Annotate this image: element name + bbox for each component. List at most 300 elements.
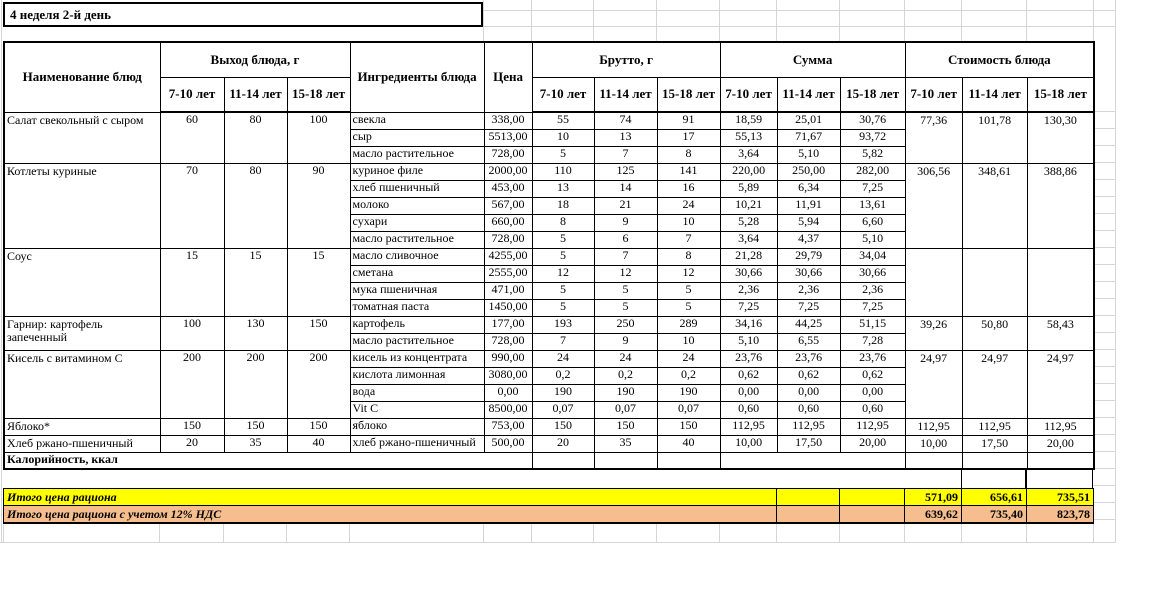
total-row [4, 489, 1094, 506]
gross-cell[interactable]: 6 [594, 231, 657, 248]
header-dish-name[interactable]: Наименование блюд [4, 42, 160, 112]
header-ingredients[interactable]: Ингредиенты блюда [350, 42, 484, 112]
gross-cell[interactable]: 5 [657, 299, 720, 316]
sum-cell[interactable]: 0,00 [840, 384, 905, 401]
sum-cell[interactable]: 0,62 [840, 367, 905, 384]
header-gross[interactable]: Брутто, г [532, 42, 720, 77]
total-label-cell[interactable]: Итого цена рациона с учетом 12% НДС [4, 506, 777, 523]
header-age-group[interactable]: 11-14 лет [777, 77, 840, 112]
sum-cell[interactable]: 5,82 [840, 146, 905, 163]
header-age-group[interactable]: 7-10 лет [532, 77, 594, 112]
dish-cost-cell[interactable]: 112,95 [1027, 418, 1094, 435]
sum-cell[interactable]: 23,76 [777, 350, 840, 367]
total-value-cell[interactable]: 735,51 [1027, 489, 1094, 506]
header-age-group[interactable]: 15-18 лет [657, 77, 720, 112]
sum-cell[interactable]: 0,60 [840, 401, 905, 418]
yield-cell[interactable]: 100 [287, 112, 350, 163]
sum-cell[interactable]: 7,28 [840, 333, 905, 350]
gridline [531, 523, 532, 542]
gridline [904, 523, 905, 542]
total-value-cell[interactable]: 656,61 [962, 489, 1027, 506]
yield-cell[interactable]: 35 [224, 435, 287, 452]
yield-cell[interactable]: 150 [160, 418, 224, 435]
gridline [1115, 0, 1116, 41]
sum-cell[interactable]: 10,21 [720, 197, 777, 214]
ingredient-name-cell[interactable]: свекла [350, 112, 484, 129]
sum-cell[interactable]: 23,76 [720, 350, 777, 367]
gross-cell[interactable]: 91 [657, 112, 720, 129]
header-age-group[interactable]: 15-18 лет [287, 77, 350, 112]
header-age-group[interactable]: 11-14 лет [594, 77, 657, 112]
price-cell[interactable]: 0,00 [484, 384, 532, 401]
gross-cell[interactable]: 13 [532, 180, 594, 197]
total-value-cell[interactable]: 639,62 [905, 506, 962, 523]
yield-cell[interactable]: 15 [287, 248, 350, 316]
ingredient-name-cell[interactable]: масло сливочное [350, 248, 484, 265]
gross-cell[interactable]: 10 [657, 333, 720, 350]
header-price[interactable]: Цена [484, 42, 532, 112]
empty-cell[interactable] [1027, 452, 1094, 469]
gross-cell[interactable]: 24 [657, 197, 720, 214]
price-cell[interactable]: 728,00 [484, 333, 532, 350]
gross-cell[interactable]: 5 [532, 299, 594, 316]
price-cell[interactable]: 471,00 [484, 282, 532, 299]
calories-label-cell[interactable]: Калорийность, ккал [4, 452, 532, 469]
sum-cell[interactable]: 7,25 [840, 299, 905, 316]
gridline [1093, 128, 1115, 129]
gross-cell[interactable]: 24 [594, 350, 657, 367]
gross-cell[interactable]: 0,07 [657, 401, 720, 418]
gross-cell[interactable]: 7 [532, 333, 594, 350]
gross-cell[interactable]: 18 [532, 197, 594, 214]
gross-cell[interactable]: 9 [594, 333, 657, 350]
gridline [1093, 468, 1115, 469]
dish-cost-cell[interactable]: 58,43 [1027, 316, 1094, 350]
price-cell[interactable]: 500,00 [484, 435, 532, 452]
sum-cell[interactable]: 0,60 [720, 401, 777, 418]
ingredient-name-cell[interactable]: кислота лимонная [350, 367, 484, 384]
yield-cell[interactable]: 200 [160, 350, 224, 418]
dish-cost-cell[interactable]: 130,30 [1027, 112, 1094, 163]
empty-cell[interactable] [777, 506, 840, 523]
calories-row [4, 452, 1094, 469]
gross-cell[interactable]: 12 [532, 265, 594, 282]
sum-cell[interactable]: 10,00 [720, 435, 777, 452]
gridline [1093, 523, 1094, 542]
dish-cost-cell[interactable]: 39,26 [905, 316, 962, 350]
sum-cell[interactable]: 112,95 [720, 418, 777, 435]
gridline [1093, 434, 1115, 435]
gross-cell[interactable]: 8 [657, 248, 720, 265]
dish-cost-cell[interactable]: 20,00 [1027, 435, 1094, 452]
dish-cost-cell[interactable] [1027, 248, 1094, 316]
yield-cell[interactable]: 80 [224, 163, 287, 248]
price-cell[interactable]: 2555,00 [484, 265, 532, 282]
price-cell[interactable]: 2000,00 [484, 163, 532, 180]
header-sum[interactable]: Сумма [720, 42, 905, 77]
sum-cell[interactable]: 23,76 [840, 350, 905, 367]
gridline [961, 0, 962, 41]
sum-cell[interactable]: 21,28 [720, 248, 777, 265]
gross-cell[interactable]: 12 [657, 265, 720, 282]
dish-cost-cell[interactable]: 24,97 [962, 350, 1027, 418]
sum-cell[interactable]: 71,67 [777, 129, 840, 146]
gridline [286, 523, 287, 542]
sum-cell[interactable]: 7,25 [777, 299, 840, 316]
ingredient-name-cell[interactable]: Vit C [350, 401, 484, 418]
sum-cell[interactable]: 0,00 [777, 384, 840, 401]
price-cell[interactable]: 728,00 [484, 231, 532, 248]
gridline [349, 523, 350, 542]
gridline [0, 542, 1116, 543]
gross-cell[interactable]: 8 [532, 214, 594, 231]
dish-cost-cell[interactable]: 306,56 [905, 163, 962, 248]
total-value-cell[interactable]: 823,78 [1027, 506, 1094, 523]
sum-cell[interactable]: 93,72 [840, 129, 905, 146]
total-value-cell[interactable]: 735,40 [962, 506, 1027, 523]
ingredient-name-cell[interactable]: вода [350, 384, 484, 401]
sum-cell[interactable]: 34,16 [720, 316, 777, 333]
gross-cell[interactable]: 190 [594, 384, 657, 401]
empty-cell[interactable] [840, 489, 905, 506]
price-cell[interactable]: 660,00 [484, 214, 532, 231]
empty-cell[interactable] [532, 452, 594, 469]
yield-cell[interactable]: 90 [287, 163, 350, 248]
sum-cell[interactable]: 7,25 [720, 299, 777, 316]
dish-cost-cell[interactable]: 112,95 [962, 418, 1027, 435]
gross-cell[interactable]: 5 [532, 231, 594, 248]
gridline [719, 0, 720, 41]
gross-cell[interactable]: 150 [657, 418, 720, 435]
yield-cell[interactable]: 60 [160, 112, 224, 163]
empty-cell[interactable] [720, 452, 905, 469]
gridline [1093, 332, 1115, 333]
gross-cell[interactable]: 24 [657, 350, 720, 367]
dish-name-cell[interactable]: Гарнир: картофель запеченный [4, 316, 160, 350]
header-age-group[interactable]: 7-10 лет [160, 77, 224, 112]
gridline [1026, 523, 1027, 542]
sum-cell[interactable]: 29,79 [777, 248, 840, 265]
yield-cell[interactable]: 100 [160, 316, 224, 350]
empty-cell[interactable] [905, 452, 962, 469]
gross-cell[interactable]: 40 [657, 435, 720, 452]
ingredient-name-cell[interactable]: мука пшеничная [350, 282, 484, 299]
gross-cell[interactable]: 13 [594, 129, 657, 146]
ingredient-name-cell[interactable]: томатная паста [350, 299, 484, 316]
ingredient-name-cell[interactable]: яблоко [350, 418, 484, 435]
gross-cell[interactable]: 24 [532, 350, 594, 367]
sum-cell[interactable]: 7,25 [840, 180, 905, 197]
sum-cell[interactable]: 5,10 [777, 146, 840, 163]
sum-cell[interactable]: 51,15 [840, 316, 905, 333]
total-label-cell[interactable]: Итого цена рациона [4, 489, 777, 506]
yield-cell[interactable]: 150 [287, 316, 350, 350]
gridline [656, 0, 657, 41]
empty-cell[interactable] [777, 489, 840, 506]
ingredient-name-cell[interactable]: хлеб пшеничный [350, 180, 484, 197]
yield-cell[interactable]: 70 [160, 163, 224, 248]
yield-cell[interactable]: 150 [224, 418, 287, 435]
gross-cell[interactable]: 7 [594, 146, 657, 163]
ingredient-name-cell[interactable]: кисель из концентрата [350, 350, 484, 367]
dish-cost-cell[interactable]: 348,61 [962, 163, 1027, 248]
gross-cell[interactable]: 0,2 [594, 367, 657, 384]
menu-table [3, 41, 1095, 470]
gridline [1093, 366, 1115, 367]
empty-cell[interactable] [962, 452, 1027, 469]
header-age-group[interactable]: 15-18 лет [1027, 77, 1094, 112]
gridline [1093, 315, 1115, 316]
empty-cell[interactable] [594, 452, 657, 469]
gross-cell[interactable]: 16 [657, 180, 720, 197]
dish-name-cell[interactable]: Кисель с витамином С [4, 350, 160, 418]
yield-cell[interactable]: 15 [224, 248, 287, 316]
yield-cell[interactable]: 150 [287, 418, 350, 435]
gross-cell[interactable]: 150 [532, 418, 594, 435]
ingredient-row [4, 435, 1094, 452]
sum-cell[interactable]: 4,37 [777, 231, 840, 248]
menu-table-body [4, 112, 1094, 469]
gridline [483, 26, 1115, 27]
empty-cell[interactable] [1026, 470, 1093, 488]
gross-cell[interactable]: 8 [657, 146, 720, 163]
gross-cell[interactable]: 289 [657, 316, 720, 333]
gross-cell[interactable]: 21 [594, 197, 657, 214]
gross-cell[interactable]: 20 [532, 435, 594, 452]
dish-cost-cell[interactable]: 17,50 [962, 435, 1027, 452]
ingredient-name-cell[interactable]: куриное филе [350, 163, 484, 180]
ingredient-name-cell[interactable]: сметана [350, 265, 484, 282]
sum-cell[interactable]: 2,36 [777, 282, 840, 299]
price-cell[interactable]: 4255,00 [484, 248, 532, 265]
dish-cost-cell[interactable]: 112,95 [905, 418, 962, 435]
sum-cell[interactable]: 5,89 [720, 180, 777, 197]
price-cell[interactable]: 728,00 [484, 146, 532, 163]
gridline [593, 523, 594, 542]
dish-name-cell[interactable]: Салат свекольный с сыром [4, 112, 160, 163]
sum-cell[interactable]: 3,64 [720, 231, 777, 248]
sum-cell[interactable]: 5,10 [720, 333, 777, 350]
dish-cost-cell[interactable]: 10,00 [905, 435, 962, 452]
sum-cell[interactable]: 44,25 [777, 316, 840, 333]
header-yield[interactable]: Выход блюда, г [160, 42, 350, 77]
dish-cost-cell[interactable]: 24,97 [1027, 350, 1094, 418]
gridline [961, 523, 962, 542]
sum-cell[interactable]: 30,76 [840, 112, 905, 129]
gross-cell[interactable]: 5 [594, 299, 657, 316]
gridline [1115, 0, 1116, 542]
gross-cell[interactable]: 5 [657, 282, 720, 299]
gross-cell[interactable]: 0,2 [657, 367, 720, 384]
gross-cell[interactable]: 55 [532, 112, 594, 129]
dish-name-cell[interactable]: Хлеб ржано-пшеничный [4, 435, 160, 452]
dish-cost-cell[interactable]: 50,80 [962, 316, 1027, 350]
sum-cell[interactable]: 34,04 [840, 248, 905, 265]
price-cell[interactable]: 453,00 [484, 180, 532, 197]
price-cell[interactable]: 990,00 [484, 350, 532, 367]
gridline [776, 523, 777, 542]
gross-cell[interactable]: 190 [532, 384, 594, 401]
sum-cell[interactable]: 0,62 [720, 367, 777, 384]
sum-cell[interactable]: 5,94 [777, 214, 840, 231]
gridline [483, 523, 484, 542]
yield-cell[interactable]: 20 [160, 435, 224, 452]
gridline [904, 0, 905, 41]
ingredient-name-cell[interactable]: молоко [350, 197, 484, 214]
sum-cell[interactable]: 3,64 [720, 146, 777, 163]
yield-cell[interactable]: 200 [224, 350, 287, 418]
gridline [1093, 162, 1115, 163]
gross-cell[interactable]: 9 [594, 214, 657, 231]
price-cell[interactable]: 753,00 [484, 418, 532, 435]
gridline [483, 0, 484, 41]
gridline [1093, 230, 1115, 231]
yield-cell[interactable]: 15 [160, 248, 224, 316]
gross-cell[interactable]: 10 [532, 129, 594, 146]
gross-cell[interactable]: 7 [657, 231, 720, 248]
yield-cell[interactable]: 80 [224, 112, 287, 163]
sum-cell[interactable]: 6,55 [777, 333, 840, 350]
sum-cell[interactable]: 0,00 [720, 384, 777, 401]
ingredient-name-cell[interactable]: хлеб ржано-пшеничный [350, 435, 484, 452]
ingredient-name-cell[interactable]: масло растительное [350, 231, 484, 248]
sum-cell[interactable]: 5,28 [720, 214, 777, 231]
sum-cell[interactable]: 30,66 [777, 265, 840, 282]
sum-cell[interactable]: 112,95 [840, 418, 905, 435]
header-age-group[interactable]: 7-10 лет [720, 77, 777, 112]
price-cell[interactable]: 5513,00 [484, 129, 532, 146]
gross-cell[interactable]: 0,07 [532, 401, 594, 418]
dish-cost-cell[interactable] [962, 248, 1027, 316]
gridline [1093, 400, 1115, 401]
header-cost[interactable]: Стоимость блюда [905, 42, 1094, 77]
empty-cell[interactable] [840, 506, 905, 523]
gross-cell[interactable]: 74 [594, 112, 657, 129]
sum-cell[interactable]: 6,60 [840, 214, 905, 231]
gross-cell[interactable]: 5 [532, 282, 594, 299]
dish-name-cell[interactable]: Соус [4, 248, 160, 316]
table-header [4, 42, 1094, 112]
gross-cell[interactable]: 12 [594, 265, 657, 282]
dish-name-cell[interactable]: Котлеты куриные [4, 163, 160, 248]
dish-cost-cell[interactable]: 24,97 [905, 350, 962, 418]
gridline [1026, 0, 1027, 41]
gridline [776, 0, 777, 41]
gross-cell[interactable]: 193 [532, 316, 594, 333]
ingredient-row [4, 112, 1094, 129]
sum-cell[interactable]: 55,13 [720, 129, 777, 146]
ingredient-name-cell[interactable]: картофель [350, 316, 484, 333]
sum-cell[interactable]: 30,66 [720, 265, 777, 282]
sum-cell[interactable]: 30,66 [840, 265, 905, 282]
sum-cell[interactable]: 0,60 [777, 401, 840, 418]
sum-cell[interactable]: 11,91 [777, 197, 840, 214]
gross-cell[interactable]: 5 [532, 146, 594, 163]
dish-cost-cell[interactable]: 101,78 [962, 112, 1027, 163]
gross-cell[interactable]: 10 [657, 214, 720, 231]
sum-cell[interactable]: 2,36 [840, 282, 905, 299]
dish-cost-cell[interactable] [905, 248, 962, 316]
gross-cell[interactable]: 14 [594, 180, 657, 197]
gross-cell[interactable]: 141 [657, 163, 720, 180]
sum-cell[interactable]: 250,00 [777, 163, 840, 180]
price-cell[interactable]: 177,00 [484, 316, 532, 333]
gross-cell[interactable]: 125 [594, 163, 657, 180]
dish-name-cell[interactable]: Яблоко* [4, 418, 160, 435]
gross-cell[interactable]: 17 [657, 129, 720, 146]
gross-cell[interactable]: 0,2 [532, 367, 594, 384]
gross-cell[interactable]: 5 [594, 282, 657, 299]
gridline [1093, 247, 1115, 248]
sum-cell[interactable]: 20,00 [840, 435, 905, 452]
gridline [3, 523, 4, 542]
price-cell[interactable]: 1450,00 [484, 299, 532, 316]
gross-cell[interactable]: 35 [594, 435, 657, 452]
price-cell[interactable]: 8500,00 [484, 401, 532, 418]
yield-cell[interactable]: 130 [224, 316, 287, 350]
ingredient-name-cell[interactable]: сыр [350, 129, 484, 146]
dish-cost-cell[interactable]: 77,36 [905, 112, 962, 163]
header-age-group[interactable]: 11-14 лет [224, 77, 287, 112]
ingredient-name-cell[interactable]: масло растительное [350, 146, 484, 163]
price-cell[interactable]: 3080,00 [484, 367, 532, 384]
gross-cell[interactable]: 150 [594, 418, 657, 435]
empty-cell[interactable] [657, 452, 720, 469]
sum-cell[interactable]: 17,50 [777, 435, 840, 452]
header-age-group[interactable]: 15-18 лет [840, 77, 905, 112]
sum-cell[interactable]: 112,95 [777, 418, 840, 435]
ingredient-name-cell[interactable]: масло растительное [350, 333, 484, 350]
gross-cell[interactable]: 250 [594, 316, 657, 333]
dish-cost-cell[interactable]: 388,86 [1027, 163, 1094, 248]
sheet-title-cell[interactable]: 4 неделя 2-й день [3, 2, 483, 27]
sum-cell[interactable]: 220,00 [720, 163, 777, 180]
gross-cell[interactable]: 110 [532, 163, 594, 180]
sum-cell[interactable]: 282,00 [840, 163, 905, 180]
gross-cell[interactable]: 7 [594, 248, 657, 265]
gridline [1093, 417, 1115, 418]
ingredient-row [4, 418, 1094, 435]
yield-cell[interactable]: 40 [287, 435, 350, 452]
header-age-group[interactable]: 7-10 лет [905, 77, 962, 112]
sum-cell[interactable]: 25,01 [777, 112, 840, 129]
gridline [1093, 196, 1115, 197]
gridline [159, 523, 160, 542]
ingredient-row [4, 350, 1094, 367]
header-age-group[interactable]: 11-14 лет [962, 77, 1027, 112]
sum-cell[interactable]: 0,62 [777, 367, 840, 384]
sum-cell[interactable]: 18,59 [720, 112, 777, 129]
yield-cell[interactable]: 200 [287, 350, 350, 418]
gross-cell[interactable]: 0,07 [594, 401, 657, 418]
gridline [839, 523, 840, 542]
gridline [1093, 519, 1115, 520]
sum-cell[interactable]: 13,61 [840, 197, 905, 214]
gridline [1093, 281, 1115, 282]
gridline [1093, 298, 1115, 299]
sum-cell[interactable]: 5,10 [840, 231, 905, 248]
price-cell[interactable]: 338,00 [484, 112, 532, 129]
price-cell[interactable]: 567,00 [484, 197, 532, 214]
gross-cell[interactable]: 5 [532, 248, 594, 265]
sum-cell[interactable]: 2,36 [720, 282, 777, 299]
gridline [656, 523, 657, 542]
ingredient-name-cell[interactable]: сухари [350, 214, 484, 231]
gross-cell[interactable]: 190 [657, 384, 720, 401]
empty-cell[interactable] [961, 470, 1026, 488]
total-value-cell[interactable]: 571,09 [905, 489, 962, 506]
sum-cell[interactable]: 6,34 [777, 180, 840, 197]
